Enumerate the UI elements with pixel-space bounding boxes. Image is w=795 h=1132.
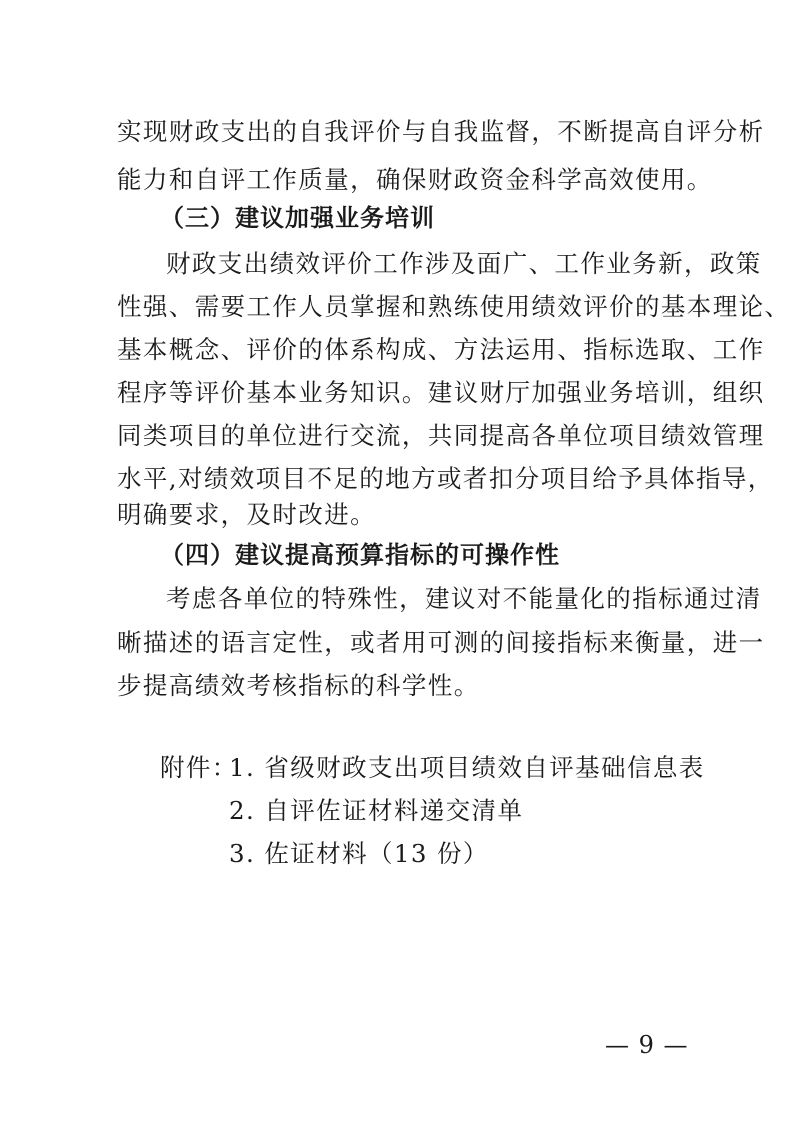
section-heading-3: （三）建议加强业务培训 bbox=[160, 204, 435, 232]
paragraph-line: 步提高绩效考核指标的科学性。 bbox=[117, 671, 480, 700]
section-heading-4: （四）建议提高预算指标的可操作性 bbox=[160, 541, 560, 569]
paragraph-line: 财政支出绩效评价工作涉及面广、工作业务新，政策 bbox=[166, 249, 762, 278]
paragraph-line: 同类项目的单位进行交流，共同提高各单位项目绩效管理 bbox=[117, 421, 765, 450]
paragraph-line: 基本概念、评价的体系构成、方法运用、指标选取、工作 bbox=[117, 335, 765, 364]
paragraph-line: 水平,对绩效项目不足的地方或者扣分项目给予具体指导， bbox=[117, 464, 774, 493]
paragraph-line: 晰描述的语言定性，或者用可测的间接指标来衡量，进一 bbox=[117, 628, 765, 657]
paragraph-line: 考虑各单位的特殊性，建议对不能量化的指标通过清 bbox=[166, 584, 762, 613]
attachment-item-2: 2. 自评佐证材料递交清单 bbox=[229, 796, 524, 825]
page-number: — 9 — bbox=[605, 1031, 689, 1059]
paragraph-line: 实现财政支出的自我评价与自我监督，不断提高自评分析 bbox=[117, 117, 765, 146]
attachment-item-1: 1. 省级财政支出项目绩效自评基础信息表 bbox=[229, 753, 705, 782]
paragraph-line: 能力和自评工作质量，确保财政资金科学高效使用。 bbox=[117, 165, 713, 194]
paragraph-line: 明确要求，及时改进。 bbox=[117, 500, 376, 529]
attachment-item-3: 3. 佐证材料（13 份） bbox=[229, 839, 489, 868]
paragraph-line: 性强、需要工作人员掌握和熟练使用绩效评价的基本理论、 bbox=[117, 292, 791, 321]
paragraph-line: 程序等评价基本业务知识。建议财厅加强业务培训，组织 bbox=[117, 378, 765, 407]
attachments-label: 附件： bbox=[160, 753, 238, 782]
